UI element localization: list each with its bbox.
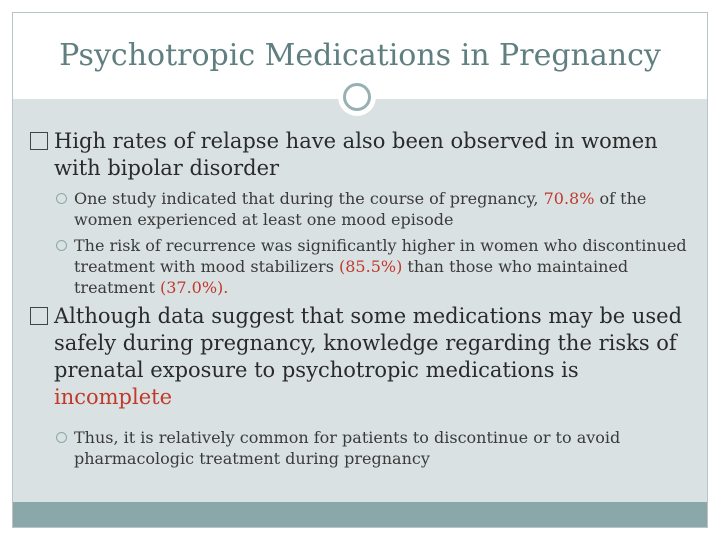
sub-bullet-text: of the women experienced at least one mood episode [74, 189, 647, 229]
highlight-value: (37.0%). [159, 278, 229, 297]
circle-bullet-icon [56, 240, 67, 251]
sub-bullet-text: Thus, it is relatively common for patients to discontinue or to avoid pharmacologic treatment during pregnancy [74, 428, 621, 468]
circle-bullet-icon [56, 432, 67, 443]
sub-bullet-text: One study indicated that during the course of pregnancy, [74, 189, 544, 208]
sub-bullet-study [30, 188, 690, 230]
spacer [30, 417, 690, 427]
sub-bullet-discontinue [30, 427, 690, 469]
bullet-relapse [30, 128, 690, 182]
highlight-value: (85.5%) [339, 257, 403, 276]
sub-bullet-text: The risk of recurrence was significantly higher in women who discontinued treatment with mood stabilizers [74, 236, 687, 276]
bullet-knowledge [30, 303, 690, 411]
square-bullet-icon [30, 132, 48, 150]
slide-title: Psychotropic Medications in Pregnancy [59, 38, 661, 73]
highlight-value: 70.8% [543, 189, 595, 208]
sub-bullet-text: than those who maintained treatment [74, 257, 629, 297]
sub-bullet-recurrence [30, 235, 690, 298]
square-bullet-icon [30, 307, 48, 325]
slide-content [30, 128, 690, 474]
highlight-value: incomplete [54, 385, 173, 409]
circle-bullet-icon [56, 193, 67, 204]
circle-ornament-icon [338, 78, 376, 116]
bullet-text: Although data suggest that some medications may be used safely during pregnancy, knowledge regarding the risks of prenatal exposure to psychotropic medications is [54, 304, 683, 382]
bullet-text: High rates of relapse have also been observed in women with bipolar disorder [54, 129, 658, 180]
footer-bar [13, 502, 707, 527]
